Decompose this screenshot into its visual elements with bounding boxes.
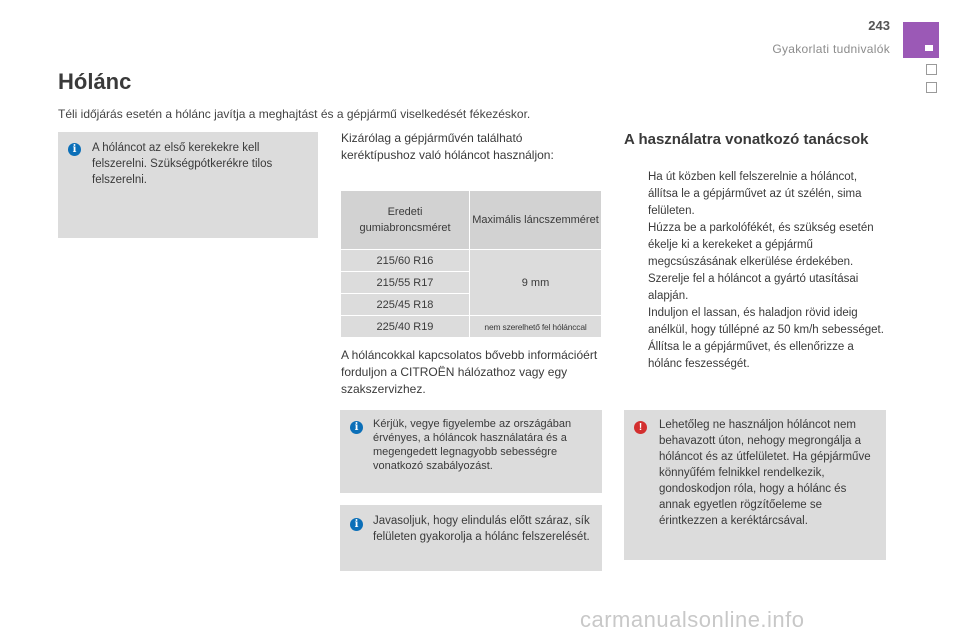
list-item-text: Szerelje fel a hóláncot a gyártó utasításai alapján. <box>648 273 859 302</box>
list-item <box>624 220 886 271</box>
more-info-text: A hóláncokkal kapcsolatos bővebb információért forduljon a CITROËN hálózathoz vagy egy szakszervizhez. <box>341 348 598 396</box>
section-name: Gyakorlati tudnivalók <box>772 42 890 56</box>
no-chain-cell: nem szerelhető fel hólánccal <box>470 316 602 338</box>
table-header-chain-size: Maximális láncszemméret <box>470 191 602 250</box>
tab-marker-icon <box>925 45 933 51</box>
page-title: Hólánc <box>58 69 132 94</box>
tire-chain-table <box>340 190 602 338</box>
tire-size-cell: 225/40 R19 <box>341 316 470 338</box>
table-row <box>341 250 602 272</box>
warning-box <box>624 410 886 560</box>
advice-heading: A használatra vonatkozó tanácsok <box>624 131 869 148</box>
list-item <box>624 305 886 339</box>
list-item-text: Ha út közben kell felszerelnie a hóláncot, állítsa le a gépjárművet az út szélén, sima felületen. <box>648 171 862 217</box>
chapter-tab[interactable] <box>926 64 937 75</box>
list-item-text: Induljon el lassan, és haladjon rövid ideig anélkül, hogy túllépné az 50 km/h sebességet. <box>648 307 884 336</box>
info-icon: i <box>350 421 363 434</box>
list-item-text: Állítsa le a gépjárművet, és ellenőrizze a hólánc feszességét. <box>648 341 854 370</box>
page-number: 243 <box>868 18 890 33</box>
tire-size-cell: 215/55 R17 <box>341 272 470 294</box>
chain-size-cell: 9 mm <box>470 250 602 316</box>
list-item-text: Húzza be a parkolófékét, és szükség esetén ékelje ki a kerekeket a gépjármű megcsúszásának elkerülése érdekében. <box>648 222 874 268</box>
intro-text: Téli időjárás esetén a hólánc javítja a meghajtást és a gépjármű viselkedését fékezéskor. <box>58 107 531 121</box>
note-box-practice <box>340 505 602 571</box>
chapter-tab-active[interactable] <box>903 22 939 58</box>
tire-type-lead-text: Kizárólag a gépjárművén található keréktípushoz való hóláncot használjon: <box>341 131 554 162</box>
tire-size-cell: 225/45 R18 <box>341 294 470 316</box>
warning-icon: ! <box>634 421 647 434</box>
note-box-front-wheels <box>58 132 318 238</box>
note-practice-text: Javasoljuk, hogy elindulás előtt száraz, sík felületen gyakorolja a hólánc felszerelését. <box>373 515 590 543</box>
warning-text: Lehetőleg ne használjon hóláncot nem behavazott úton, nehogy megrongálja a hóláncot és az útfelületet. Ha gépjárműve könnyűfém felnikkel rendelkezik, gondoskodjon róla, hogy a hólánc és annak egyetlen rögzítőeleme se érintkezzen a keréktárcsával. <box>659 419 871 527</box>
note-box-regulations <box>340 410 602 493</box>
advice-list <box>624 169 886 373</box>
watermark: carmanualsonline.info <box>580 607 805 632</box>
note-regulations-text: Kérjük, vegye figyelembe az országában érvényes, a hóláncok használatára és a megengedett legnagyobb sebességre vonatkozó szabályozást. <box>373 418 572 472</box>
list-item <box>624 271 886 305</box>
chapter-tab[interactable] <box>926 82 937 93</box>
info-icon: i <box>68 143 81 156</box>
table-header-tire-size: Eredeti gumiabroncsméret <box>341 191 470 250</box>
info-icon: i <box>350 518 363 531</box>
table-row <box>341 316 602 338</box>
list-item <box>624 169 886 220</box>
tire-size-cell: 215/60 R16 <box>341 250 470 272</box>
list-item <box>624 339 886 373</box>
note-front-wheels-text: A hóláncot az első kerekekre kell felszerelni. Szükségpótkerékre tilos felszerelni. <box>92 142 273 186</box>
